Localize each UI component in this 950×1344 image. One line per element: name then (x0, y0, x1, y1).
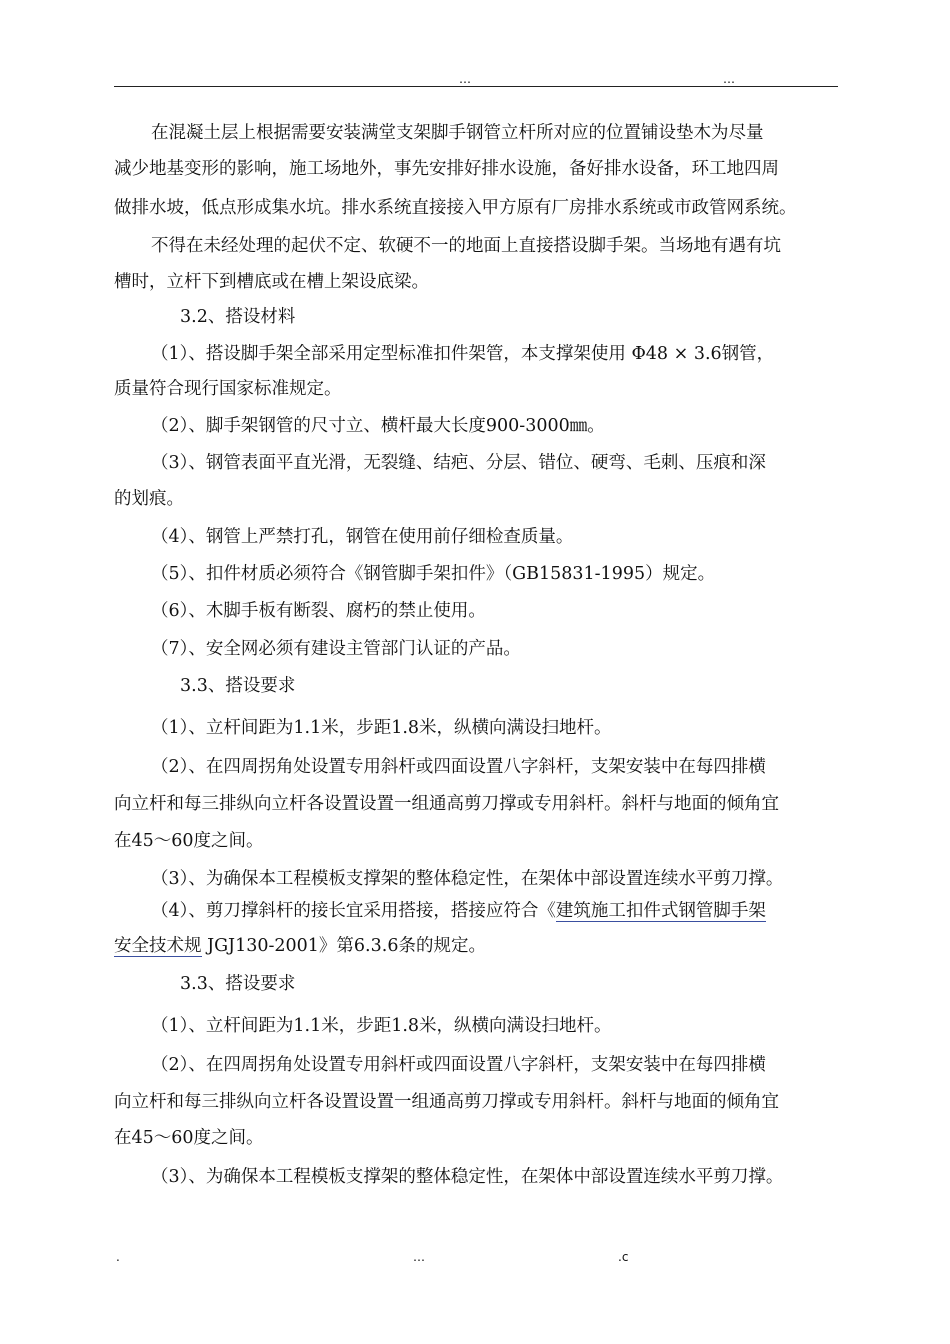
paragraph-2-line-2: 槽时，立杆下到槽底或在槽上架设底梁。 (114, 272, 429, 292)
material-item-4: （4）、钢管上严禁打孔，钢管在使用前仔细检查质量。 (151, 527, 574, 547)
paragraph-1-line-2: 减少地基变形的影响，施工场地外，事先安排好排水设施，备好排水设备，环工地四周 (114, 159, 779, 179)
requirement-repeat-item-2-line-3: 在45～60度之间。 (114, 1128, 264, 1148)
material-item-1-line-1: （1）、搭设脚手架全部采用定型标准扣件架管，本支撑架使用 Φ48 × 3.6钢管， (151, 344, 775, 364)
requirement-item-2-line-1: （2）、在四周拐角处设置专用斜杆或四面设置八字斜杆，支架安装中在每四排横 (151, 757, 766, 777)
material-item-7: （7）、安全网必须有建设主管部门认证的产品。 (151, 639, 521, 659)
header-left-dots: … (459, 72, 471, 86)
requirement-repeat-item-3: （3）、为确保本工程模板支撑架的整体稳定性，在架体中部设置连续水平剪刀撑。 (151, 1167, 784, 1187)
section-heading-3-3: 3.3、搭设要求 (180, 676, 296, 696)
paragraph-1-line-1: 在混凝土层上根据需要安装满堂支架脚手钢管立杆所对应的位置铺设垫木为尽量 (151, 123, 764, 143)
requirement-repeat-item-2-line-2: 向立杆和每三排纵向立杆各设置设置一组通高剪刀撑或专用斜杆。斜杆与地面的倾角宜 (114, 1092, 779, 1112)
requirement-item-2-line-2: 向立杆和每三排纵向立杆各设置设置一组通高剪刀撑或专用斜杆。斜杆与地面的倾角宜 (114, 794, 779, 814)
footer-center: … (413, 1250, 425, 1264)
standard-reference-link[interactable]: 建筑施工扣件式钢管脚手架 (555, 901, 766, 921)
standard-reference-link-continued[interactable]: 安全技术规 (114, 936, 202, 956)
requirement-item-1: （1）、立杆间距为1.1米，步距1.8米，纵横向满设扫地杆。 (151, 718, 612, 738)
footer-left: . (116, 1250, 120, 1264)
paragraph-1-line-3: 做排水坡，低点形成集水坑。排水系统直接接入甲方原有厂房排水系统或市政管网系统。 (114, 198, 797, 218)
header-rule (114, 86, 838, 87)
requirement-item-3: （3）、为确保本工程模板支撑架的整体稳定性，在架体中部设置连续水平剪刀撑。 (151, 869, 784, 889)
footer-right: .c (618, 1250, 629, 1264)
material-item-3-line-1: （3）、钢管表面平直光滑，无裂缝、结疤、分层、错位、硬弯、毛刺、压痕和深 (151, 453, 766, 473)
requirement-item-4-line-2 (114, 934, 838, 958)
material-item-6: （6）、木脚手板有断裂、腐朽的禁止使用。 (151, 601, 486, 621)
material-item-3-line-2: 的划痕。 (114, 489, 184, 509)
requirement-item-4-line-1 (151, 899, 875, 923)
requirement-item-2-line-3: 在45～60度之间。 (114, 831, 264, 851)
section-heading-3-3-repeat: 3.3、搭设要求 (180, 974, 296, 994)
material-item-1-line-2: 质量符合现行国家标准规定。 (114, 379, 342, 399)
requirement-repeat-item-1: （1）、立杆间距为1.1米，步距1.8米，纵横向满设扫地杆。 (151, 1016, 612, 1036)
section-heading-3-2: 3.2、搭设材料 (180, 307, 296, 327)
material-item-2: （2）、脚手架钢管的尺寸立、横杆最大长度900-3000㎜。 (151, 416, 605, 436)
header-right-dots: … (723, 72, 735, 86)
requirement-item-4-text: （4）、剪刀撑斜杆的接长宜采用搭接，搭接应符合《 (151, 901, 556, 921)
material-item-5: （5）、扣件材质必须符合《钢管脚手架扣件》（GB15831-1995）规定。 (151, 564, 716, 584)
requirement-repeat-item-2-line-1: （2）、在四周拐角处设置专用斜杆或四面设置八字斜杆，支架安装中在每四排横 (151, 1055, 766, 1075)
requirement-item-4-tail: JGJ130-2001》第6.3.6条的规定。 (201, 936, 486, 956)
paragraph-2-line-1: 不得在未经处理的起伏不定、软硬不一的地面上直接搭设脚手架。当场地有遇有坑 (151, 236, 781, 256)
